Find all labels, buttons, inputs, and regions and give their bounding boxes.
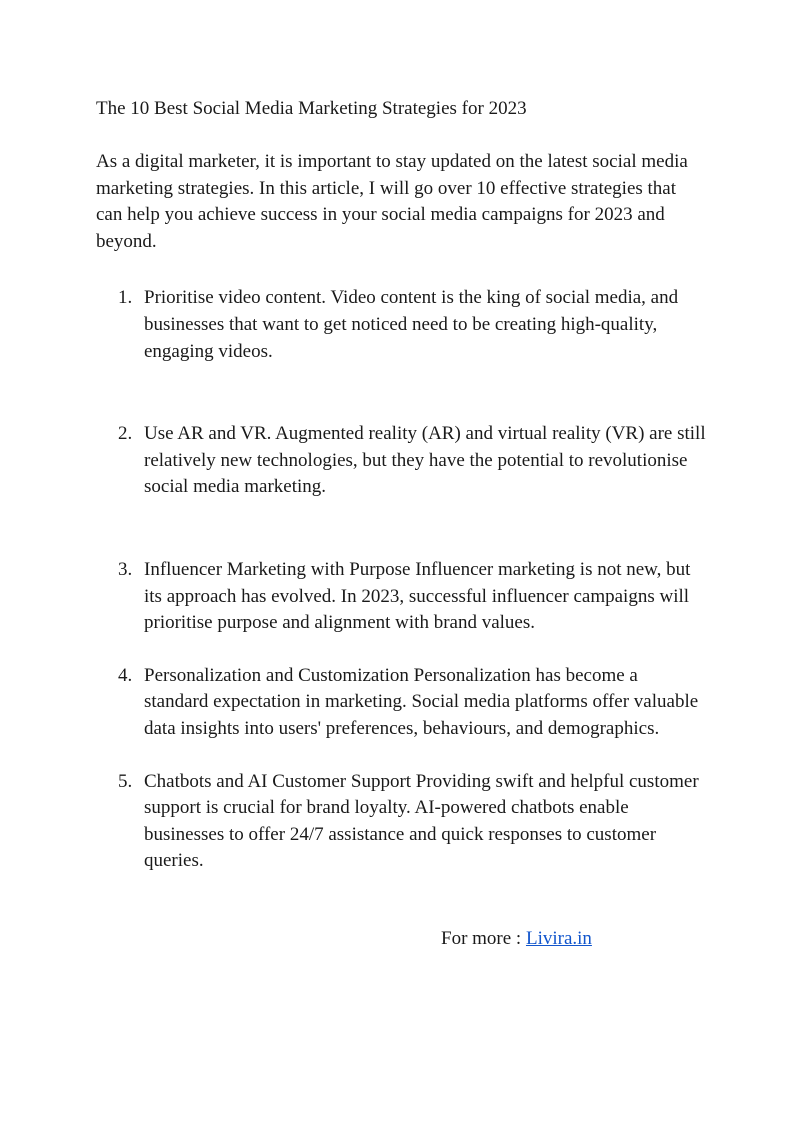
list-item-number: 2. [118,423,133,445]
list-item-text: Use AR and VR. Augmented reality (AR) and virtual reality (VR) are still relatively new technologies, but they have the potential to revolutionise social media marketing. [144,423,706,498]
document-body [96,96,706,875]
list-item-text: Prioritise video content. Video content is the king of social media, and businesses that want to get noticed need to be creating high-quality, engaging videos. [144,287,679,362]
list-item [96,663,706,743]
intro-paragraph: As a digital marketer, it is important to stay updated on the latest social media marketing strategies. In this article, I will go over 10 effective strategies that can help you achieve success in your social media campaigns for 2023 and beyond. [96,151,688,252]
list-item [96,769,706,875]
list-item-number: 1. [118,287,133,309]
list-item-text: Chatbots and AI Customer Support Providing swift and helpful customer support is crucial for brand loyalty. AI-powered chatbots enable businesses to offer 24/7 assistance and quick responses to customer queries. [144,770,699,872]
list-item [96,285,706,365]
livira-link[interactable]: Livira.in [525,928,592,949]
list-item-number: 4. [118,664,133,686]
document-title: The 10 Best Social Media Marketing Strategies for 2023 [96,98,527,119]
strategy-list [96,285,706,875]
footer-prefix: For more : [441,928,526,949]
list-item [96,421,706,501]
footer-more-line [441,926,592,952]
list-item-text: Personalization and Customization Personalization has become a standard expectation in marketing. Social media platforms offer valuable data insights into users' preferences, behaviours, and demographics. [144,664,699,739]
list-item-number: 3. [118,558,133,580]
list-item [96,557,706,637]
list-item-number: 5. [118,770,133,792]
list-item-text: Influencer Marketing with Purpose Influencer marketing is not new, but its approach has evolved. In 2023, successful influencer campaigns will prioritise purpose and alignment with brand values. [144,558,691,634]
